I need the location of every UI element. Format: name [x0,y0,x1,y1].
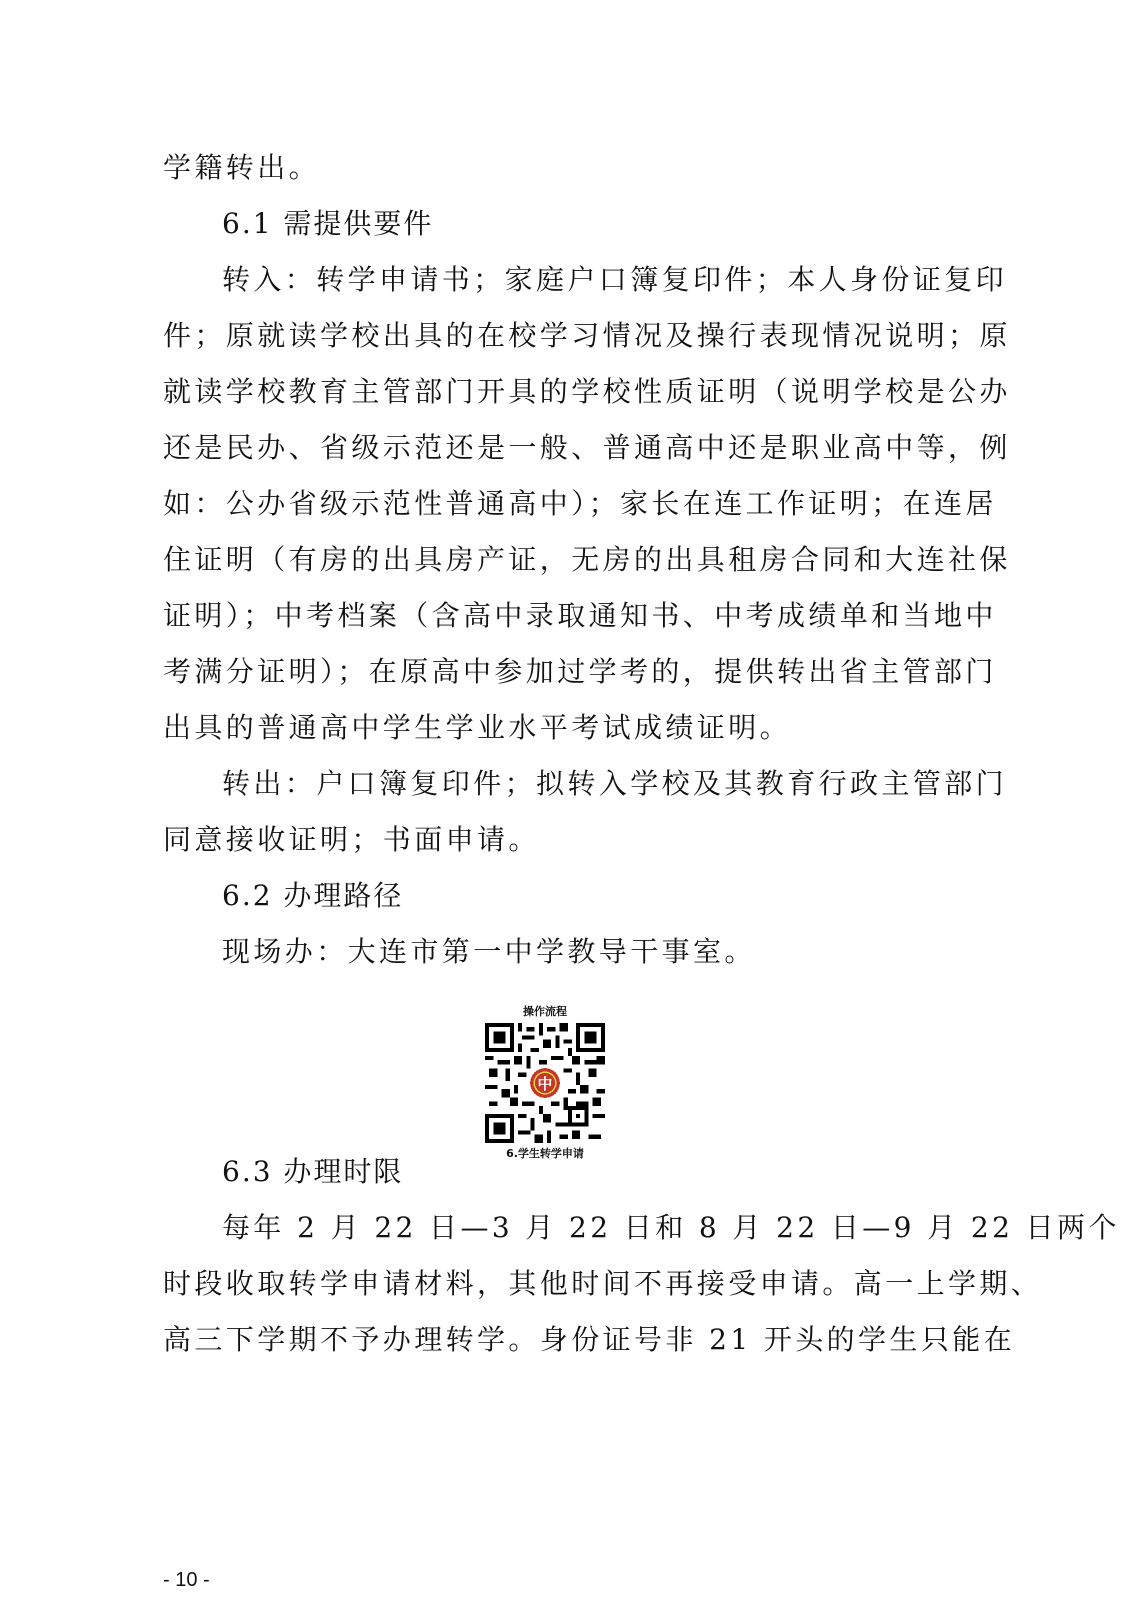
qr-caption: 6.学生转学申请 [506,1147,584,1160]
section-heading-6-1: 6.1 需提供要件 [222,207,434,240]
text-line: 出具的普通高中学生学业水平考试成绩证明。 [163,711,792,744]
text-line: 就读学校教育主管部门开具的学校性质证明（说明学校是公办 [163,375,1011,408]
text-line: 件；原就读学校出具的在校学习情况及操行表现情况说明；原 [163,319,1011,352]
page-number: - 10 - [163,1569,210,1591]
text-line: 转入：转学申请书；家庭户口簿复印件；本人身份证复印 [222,263,1008,296]
text-line: 现场办：大连市第一中学教导干事室。 [222,935,756,968]
text-line: 还是民办、省级示范还是一般、普通高中还是职业高中等，例 [163,431,1011,464]
text-line: 如：公办省级示范性普通高中）；家长在连工作证明；在连居 [163,487,997,520]
qr-code-image[interactable] [485,1023,605,1143]
section-heading-6-2: 6.2 办理路径 [222,879,404,912]
logo-glyph: 中 [537,1074,553,1093]
section-heading-6-3: 6.3 办理时限 [222,1155,404,1188]
text-line: 每年 2 月 22 日—3 月 22 日和 8 月 22 日—9 月 22 日两个 [222,1211,1120,1244]
text-line: 同意接收证明；书面申请。 [163,823,540,856]
qr-title: 操作流程 [523,1005,567,1018]
text-line: 转出：户口簿复印件；拟转入学校及其教育行政主管部门 [222,767,1008,800]
text-line: 学籍转出。 [163,151,321,184]
text-line: 高三下学期不予办理转学。身份证号非 21 开头的学生只能在 [163,1323,1016,1356]
text-line: 住证明（有房的出具房产证，无房的出具租房合同和大连社保 [163,543,1011,576]
text-line: 时段收取转学申请材料，其他时间不再接受申请。高一上学期、 [163,1267,1043,1300]
qr-code-block [480,1005,610,1161]
text-line: 证明）；中考档案（含高中录取通知书、中考成绩单和当地中 [163,599,997,632]
text-line: 考满分证明）；在原高中参加过学考的，提供转出省主管部门 [163,655,997,688]
